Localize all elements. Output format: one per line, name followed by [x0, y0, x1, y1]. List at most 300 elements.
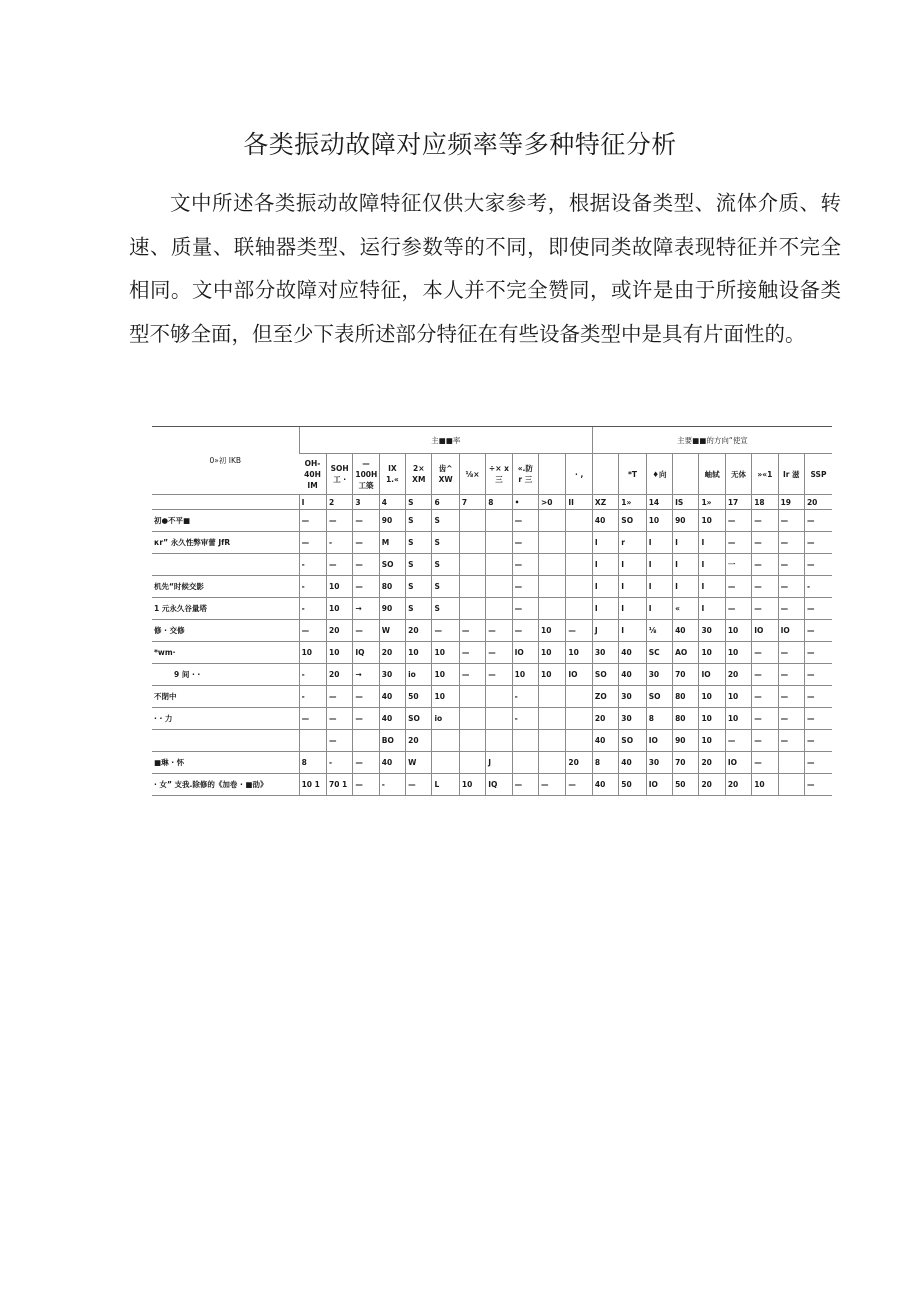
fault-name-cell: · · 力: [152, 708, 299, 730]
table-cell: 8: [592, 752, 618, 774]
table-cell: 40: [379, 752, 405, 774]
table-cell: I: [673, 532, 699, 554]
table-cell: —: [804, 752, 832, 774]
table-row: [152, 730, 832, 752]
table-cell: —: [512, 510, 538, 532]
table-cell: —: [752, 532, 778, 554]
column-label: —100H 工築: [353, 454, 379, 495]
table-cell: 90: [379, 598, 405, 620]
table-cell: «: [673, 598, 699, 620]
table-cell: —: [804, 510, 832, 532]
table-cell: —: [804, 620, 832, 642]
table-cell: 50: [673, 774, 699, 796]
column-number: 3: [353, 495, 379, 510]
table-cell: 10: [432, 686, 459, 708]
table-cell: 30: [619, 686, 646, 708]
table-cell: 20: [725, 774, 751, 796]
table-cell: S: [432, 576, 459, 598]
table-cell: —: [804, 554, 832, 576]
table-cell: -: [299, 598, 326, 620]
table-cell: -: [512, 686, 538, 708]
table-cell: -: [299, 554, 326, 576]
table-cell: —: [353, 576, 379, 598]
table-cell: 70: [673, 752, 699, 774]
table-cell: I: [699, 598, 725, 620]
table-cell: —: [752, 554, 778, 576]
column-number: 6: [432, 495, 459, 510]
table-cell: [486, 598, 512, 620]
table-cell: —: [778, 510, 804, 532]
table-cell: 50: [406, 686, 432, 708]
table-cell: IO: [646, 774, 672, 796]
column-label: [539, 454, 566, 495]
table-cell: I: [646, 554, 672, 576]
table-cell: -: [512, 708, 538, 730]
table-cell: S: [432, 510, 459, 532]
fault-name-cell: · 女” 支我.除修的《加卷 · ■劭》: [152, 774, 299, 796]
table-cell: [512, 730, 538, 752]
table-cell: io: [406, 664, 432, 686]
table-cell: 10: [699, 510, 725, 532]
table-cell: —: [778, 576, 804, 598]
table-cell: J: [592, 620, 618, 642]
table-cell: I: [592, 532, 618, 554]
fault-name-cell: 机先“时候交影: [152, 576, 299, 598]
table-cell: [299, 730, 326, 752]
fault-name-cell: ■琳 · 怀: [152, 752, 299, 774]
table-cell: J: [486, 752, 512, 774]
column-number: 1»: [699, 495, 725, 510]
table-cell: -: [326, 532, 352, 554]
column-number: 20: [804, 495, 832, 510]
table-cell: —: [353, 686, 379, 708]
table-cell: —: [778, 708, 804, 730]
table-cell: [566, 554, 593, 576]
table-cell: —: [804, 774, 832, 796]
table-cell: —: [804, 708, 832, 730]
table-cell: SO: [619, 510, 646, 532]
fault-name-cell: 修 · 交修: [152, 620, 299, 642]
table-cell: —: [804, 532, 832, 554]
table-cell: —: [752, 730, 778, 752]
column-label: [592, 454, 618, 495]
column-number: 1»: [619, 495, 646, 510]
table-cell: [539, 510, 566, 532]
fault-name-cell: κr” 永久性弊审蕾 JfR: [152, 532, 299, 554]
table-row: [152, 532, 832, 554]
column-label: 2× XM: [406, 454, 432, 495]
table-cell: I: [646, 576, 672, 598]
name-column-header: 0»初 IKB: [152, 427, 299, 495]
table-cell: 40: [592, 774, 618, 796]
table-cell: —: [459, 664, 485, 686]
table-cell: SO: [646, 686, 672, 708]
table-cell: —: [353, 708, 379, 730]
table-cell: —: [539, 774, 566, 796]
table-cell: [778, 774, 804, 796]
column-label: 齿^ XW: [432, 454, 459, 495]
table-cell: 10: [406, 642, 432, 664]
table-cell: 30: [592, 642, 618, 664]
table-cell: 10: [699, 642, 725, 664]
table-cell: BO: [379, 730, 405, 752]
table-cell: —: [299, 532, 326, 554]
table-cell: 40: [619, 642, 646, 664]
table-cell: ZO: [592, 686, 618, 708]
table-cell: 20: [725, 664, 751, 686]
column-number: S: [406, 495, 432, 510]
table-cell: —: [752, 752, 778, 774]
table-cell: —: [778, 730, 804, 752]
table-cell: I: [699, 554, 725, 576]
table-cell: 30: [646, 752, 672, 774]
table-row: [152, 620, 832, 642]
table-cell: [459, 708, 485, 730]
table-cell: 20: [379, 642, 405, 664]
table-cell: —: [459, 620, 485, 642]
table-cell: —: [778, 598, 804, 620]
table-cell: [539, 752, 566, 774]
table-row: [152, 510, 832, 532]
table-cell: IQ: [353, 642, 379, 664]
table-cell: 8: [646, 708, 672, 730]
table-cell: —: [299, 510, 326, 532]
fault-name-cell: [152, 554, 299, 576]
table-cell: —: [752, 686, 778, 708]
table-cell: —: [486, 620, 512, 642]
table-cell: →: [353, 598, 379, 620]
table-cell: —: [326, 686, 352, 708]
column-number: IS: [673, 495, 699, 510]
table-cell: —: [353, 774, 379, 796]
table-cell: W: [406, 752, 432, 774]
table-cell: —: [752, 708, 778, 730]
table-cell: —: [512, 576, 538, 598]
table-cell: 10: [459, 774, 485, 796]
table-cell: —: [752, 510, 778, 532]
table-cell: 40: [592, 510, 618, 532]
table-cell: 20: [566, 752, 593, 774]
table-cell: —: [512, 554, 538, 576]
column-label: 岫轼: [699, 454, 725, 495]
table-cell: -: [299, 686, 326, 708]
table-cell: —: [326, 730, 352, 752]
table-cell: 30: [646, 664, 672, 686]
table-cell: —: [778, 686, 804, 708]
table-cell: 40: [673, 620, 699, 642]
table-cell: —: [778, 664, 804, 686]
column-label: SSP: [804, 454, 832, 495]
column-label: 无体: [725, 454, 751, 495]
table-cell: S: [406, 510, 432, 532]
table-cell: [566, 576, 593, 598]
table-cell: IO: [725, 752, 751, 774]
table-cell: —: [459, 642, 485, 664]
column-number: XZ: [592, 495, 618, 510]
table-cell: [566, 510, 593, 532]
table-cell: —: [725, 730, 751, 752]
table-cell: 10: [512, 664, 538, 686]
table-cell: [486, 554, 512, 576]
table-cell: —: [778, 532, 804, 554]
table-cell: SO: [379, 554, 405, 576]
table-cell: —: [353, 752, 379, 774]
table-cell: —: [804, 598, 832, 620]
table-row: [152, 664, 832, 686]
table-cell: S: [432, 554, 459, 576]
table-cell: 30: [619, 708, 646, 730]
table-cell: 50: [619, 774, 646, 796]
table-cell: 90: [379, 510, 405, 532]
table-cell: —: [804, 730, 832, 752]
table-row: [152, 774, 832, 796]
table-cell: —: [725, 510, 751, 532]
table-cell: r: [619, 532, 646, 554]
column-number: •: [512, 495, 538, 510]
table-cell: 10: [566, 642, 593, 664]
table-cell: [566, 730, 593, 752]
table-cell: —: [566, 620, 593, 642]
table-cell: M: [379, 532, 405, 554]
table-cell: 30: [699, 620, 725, 642]
table-cell: S: [406, 598, 432, 620]
fault-feature-table-wrap: [152, 426, 832, 796]
table-cell: [459, 752, 485, 774]
table-cell: ⅛: [646, 620, 672, 642]
table-cell: [486, 532, 512, 554]
table-cell: 10: [725, 686, 751, 708]
table-cell: IO: [646, 730, 672, 752]
table-cell: 20: [406, 620, 432, 642]
table-cell: L: [432, 774, 459, 796]
table-row: [152, 642, 832, 664]
table-cell: —: [353, 510, 379, 532]
table-cell: 10: [699, 708, 725, 730]
table-cell: —: [752, 576, 778, 598]
table-cell: IO: [512, 642, 538, 664]
table-cell: —: [512, 598, 538, 620]
page-title: 各类振动故障对应频率等多种特征分析: [243, 130, 677, 159]
table-cell: —: [486, 642, 512, 664]
table-cell: 10: [725, 708, 751, 730]
table-cell: I: [673, 554, 699, 576]
table-cell: 80: [673, 686, 699, 708]
table-cell: 10: [699, 730, 725, 752]
table-cell: —: [804, 642, 832, 664]
table-cell: -: [299, 664, 326, 686]
table-cell: I: [699, 532, 725, 554]
column-label: «.防 r 三: [512, 454, 538, 495]
table-cell: I: [646, 598, 672, 620]
table-row: [152, 752, 832, 774]
main-direction-group-header: 主要■■的方向“使宣: [592, 427, 832, 454]
fault-name-cell: 初●不平■: [152, 510, 299, 532]
table-cell: 80: [673, 708, 699, 730]
table-cell: [539, 686, 566, 708]
table-cell: [353, 730, 379, 752]
table-cell: [566, 532, 593, 554]
table-cell: —: [486, 664, 512, 686]
table-cell: I: [619, 620, 646, 642]
column-number: 14: [646, 495, 672, 510]
table-cell: [459, 598, 485, 620]
table-cell: [566, 598, 593, 620]
table-cell: I: [646, 532, 672, 554]
table-cell: 20: [326, 620, 352, 642]
table-cell: —: [752, 598, 778, 620]
column-number: II: [566, 495, 593, 510]
table-cell: [539, 554, 566, 576]
table-cell: 20: [592, 708, 618, 730]
table-cell: [459, 686, 485, 708]
table-cell: io: [432, 708, 459, 730]
table-cell: 70: [673, 664, 699, 686]
table-cell: [486, 510, 512, 532]
column-label: ⅛×: [459, 454, 485, 495]
table-cell: 40: [592, 730, 618, 752]
table-cell: I: [673, 576, 699, 598]
column-label: ÷× x三: [486, 454, 512, 495]
table-cell: —: [299, 708, 326, 730]
table-cell: SO: [592, 664, 618, 686]
table-cell: IO: [778, 620, 804, 642]
table-cell: -: [299, 576, 326, 598]
table-cell: [432, 752, 459, 774]
table-cell: [539, 576, 566, 598]
table-cell: W: [379, 620, 405, 642]
table-cell: [539, 598, 566, 620]
fault-name-cell: 1 元永久谷量塔: [152, 598, 299, 620]
table-cell: —: [326, 510, 352, 532]
table-cell: S: [406, 576, 432, 598]
column-label: [673, 454, 699, 495]
table-cell: 30: [379, 664, 405, 686]
table-cell: I: [619, 554, 646, 576]
table-cell: IO: [566, 664, 593, 686]
table-row: [152, 708, 832, 730]
table-cell: S: [406, 554, 432, 576]
table-cell: I: [592, 598, 618, 620]
column-number: 4: [379, 495, 405, 510]
table-cell: [432, 730, 459, 752]
table-cell: [486, 576, 512, 598]
table-cell: 10: [539, 642, 566, 664]
table-cell: [459, 730, 485, 752]
table-cell: —: [778, 554, 804, 576]
table-cell: [486, 708, 512, 730]
table-cell: 10: [539, 620, 566, 642]
table-cell: —: [725, 598, 751, 620]
column-number: 7: [459, 495, 485, 510]
table-cell: 10: [725, 642, 751, 664]
table-cell: [459, 510, 485, 532]
table-row: [152, 598, 832, 620]
table-cell: S: [432, 598, 459, 620]
table-cell: 90: [673, 730, 699, 752]
table-cell: —: [804, 686, 832, 708]
column-number: 2: [326, 495, 352, 510]
table-cell: [566, 686, 593, 708]
table-cell: —: [432, 620, 459, 642]
table-cell: SO: [619, 730, 646, 752]
table-cell: 10: [752, 774, 778, 796]
table-cell: I: [619, 576, 646, 598]
table-cell: 10: [699, 686, 725, 708]
table-cell: 10: [326, 598, 352, 620]
table-row: [152, 686, 832, 708]
column-label: »«1: [752, 454, 778, 495]
table-cell: [778, 752, 804, 774]
table-cell: 10: [432, 642, 459, 664]
table-cell: —: [725, 532, 751, 554]
table-cell: 10: [646, 510, 672, 532]
table-cell: 一: [725, 554, 751, 576]
table-cell: S: [406, 532, 432, 554]
table-cell: -: [379, 774, 405, 796]
column-number: 18: [752, 495, 778, 510]
table-cell: 10 1: [299, 774, 326, 796]
table-cell: 90: [673, 510, 699, 532]
table-cell: I: [699, 576, 725, 598]
table-cell: SC: [646, 642, 672, 664]
table-cell: —: [299, 620, 326, 642]
column-number: >0: [539, 495, 566, 510]
table-cell: -: [326, 752, 352, 774]
table-cell: —: [778, 642, 804, 664]
table-cell: [539, 708, 566, 730]
table-cell: —: [353, 554, 379, 576]
table-cell: IQ: [486, 774, 512, 796]
table-cell: —: [326, 708, 352, 730]
table-cell: I: [592, 554, 618, 576]
table-cell: 20: [326, 664, 352, 686]
table-cell: 70 1: [326, 774, 352, 796]
fault-name-cell: 9 间 · ·: [152, 664, 299, 686]
table-cell: [486, 730, 512, 752]
table-cell: 80: [379, 576, 405, 598]
table-cell: 10: [725, 620, 751, 642]
column-number-spacer: [152, 495, 299, 510]
table-cell: 10: [299, 642, 326, 664]
table-cell: IO: [699, 664, 725, 686]
column-label: OH-40H IM: [299, 454, 326, 495]
column-number: I: [299, 495, 326, 510]
table-cell: 40: [379, 708, 405, 730]
table-cell: —: [353, 532, 379, 554]
table-cell: [459, 554, 485, 576]
table-row: [152, 576, 832, 598]
column-label: Ir 滋: [778, 454, 804, 495]
table-cell: I: [592, 576, 618, 598]
table-cell: —: [804, 664, 832, 686]
table-cell: I: [619, 598, 646, 620]
table-cell: —: [512, 620, 538, 642]
table-cell: —: [512, 532, 538, 554]
column-number: 19: [778, 495, 804, 510]
table-cell: 10: [326, 576, 352, 598]
table-cell: SO: [406, 708, 432, 730]
table-cell: —: [326, 554, 352, 576]
fault-name-cell: [152, 730, 299, 752]
column-number: 17: [725, 495, 751, 510]
table-cell: 20: [699, 752, 725, 774]
fault-name-cell: 不閉中: [152, 686, 299, 708]
column-label: · ,: [566, 454, 593, 495]
table-cell: [459, 576, 485, 598]
table-cell: [539, 730, 566, 752]
column-label: ♦向: [646, 454, 672, 495]
table-cell: —: [512, 774, 538, 796]
